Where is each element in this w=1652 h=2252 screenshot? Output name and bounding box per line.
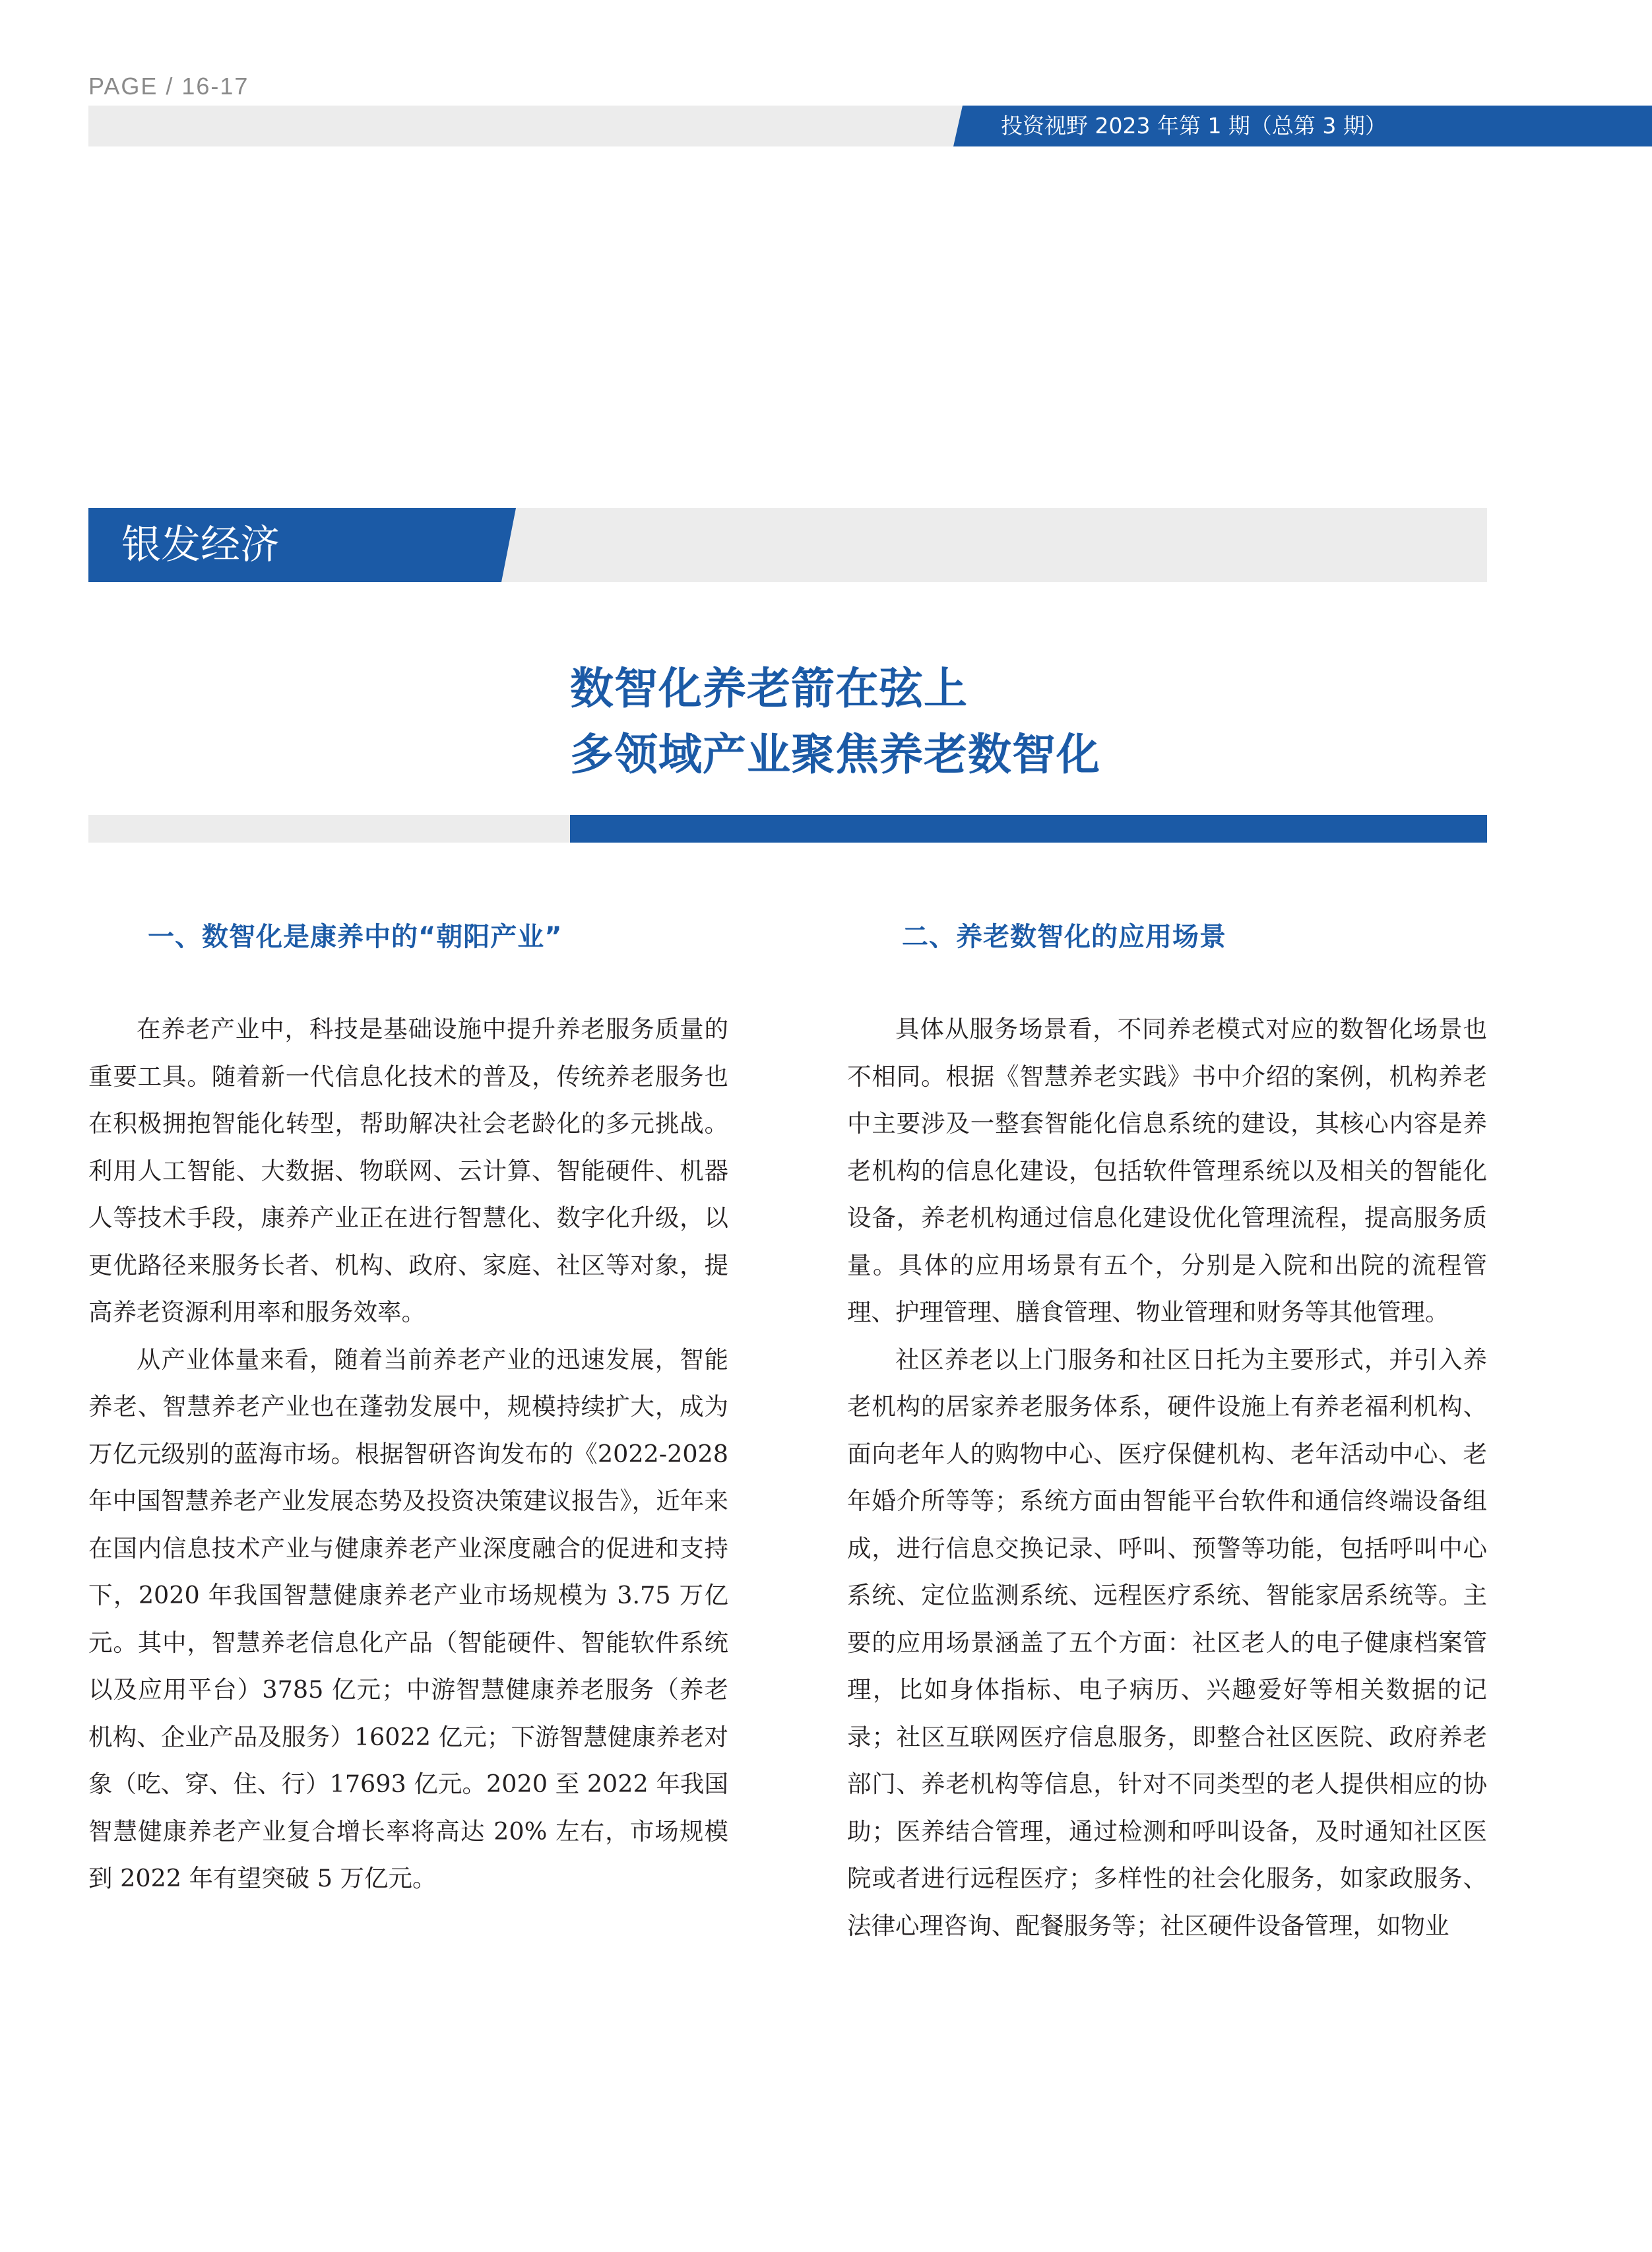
right-paragraph-1: 具体从服务场景看，不同养老模式对应的数智化场景也不相同。根据《智慧养老实践》书中介绍的案例，机构养老中主要涉及一整套智能化信息系统的建设，其核心内容是养老机构的信息化建设，包括软件管理系统以及相关的智能化设备，养老机构通过信息化建设优化管理流程，提高服务质量。具体的应用场景有五个，分别是入院和出院的流程管理、护理管理、膳食管理、物业管理和财务等其他管理。 (847, 1015, 1487, 1326)
left-paragraph-2: 从产业体量来看，随着当前养老产业的迅速发展，智能养老、智慧养老产业也在蓬勃发展中，规模持续扩大，成为万亿元级别的蓝海市场。根据智研咨询发布的《2022-2028 年中国智慧养老产业发展态势及投资决策建议报告》，近年来在国内信息技术产业与健康养老产业深度融合的促进和支持下，2020 年我国智慧健康养老产业市场规模为 3.75 万亿元。其中，智慧养老信息化产品（智能硬件、智能软件系统以及应用平台）3785 亿元；中游智慧健康养老服务（养老机构、企业产品及服务）16022 亿元；下游智慧健康养老对象（吃、穿、住、行）17693 亿元。2020 至 2022 年我国智慧健康养老产业复合增长率将高达 20% 左右，市场规模到 2022 年有望突破 5 万亿元。 (88, 1345, 728, 1892)
right-column-heading: 二、养老数智化的应用场景 (902, 922, 1226, 952)
left-paragraph-1: 在养老产业中，科技是基础设施中提升养老服务质量的重要工具。随着新一代信息化技术的普及，传统养老服务也在积极拥抱智能化转型，帮助解决社会老龄化的多元挑战。利用人工智能、大数据、物联网、云计算、智能硬件、机器人等技术手段，康养产业正在进行智慧化、数字化升级，以更优路径来服务长者、机构、政府、家庭、社区等对象，提高养老资源利用率和服务效率。 (88, 1015, 728, 1326)
section-title: 银发经济 (121, 522, 280, 568)
article-title-line-1: 数智化养老箭在弦上 (570, 663, 968, 714)
left-column-body (88, 1006, 728, 1902)
right-paragraph-2: 社区养老以上门服务和社区日托为主要形式，并引入养老机构的居家养老服务体系，硬件设施上有养老福利机构、面向老年人的购物中心、医疗保健机构、老年活动中心、老年婚介所等等；系统方面由智能平台软件和通信终端设备组成，进行信息交换记录、呼叫、预警等功能，包括呼叫中心系统、定位监测系统、远程医疗系统、智能家居系统等。主要的应用场景涵盖了五个方面：社区老人的电子健康档案管理，比如身体指标、电子病历、兴趣爱好等相关数据的记录；社区互联网医疗信息服务，即整合社区医院、政府养老部门、养老机构等信息，针对不同类型的老人提供相应的协助；医养结合管理，通过检测和呼叫设备，及时通知社区医院或者进行远程医疗；多样性的社会化服务，如家政服务、法律心理咨询、配餐服务等；社区硬件设备管理，如物业 (847, 1345, 1487, 1940)
page-number: PAGE / 16-17 (88, 73, 249, 100)
left-column-heading: 一、数智化是康养中的“朝阳产业” (148, 922, 563, 952)
journal-issue: 投资视野 2023 年第 1 期（总第 3 期） (1001, 113, 1387, 139)
right-column-body (847, 1006, 1487, 1949)
title-divider-accent (570, 815, 1487, 843)
article-title-line-2: 多领域产业聚焦养老数智化 (570, 729, 1100, 780)
